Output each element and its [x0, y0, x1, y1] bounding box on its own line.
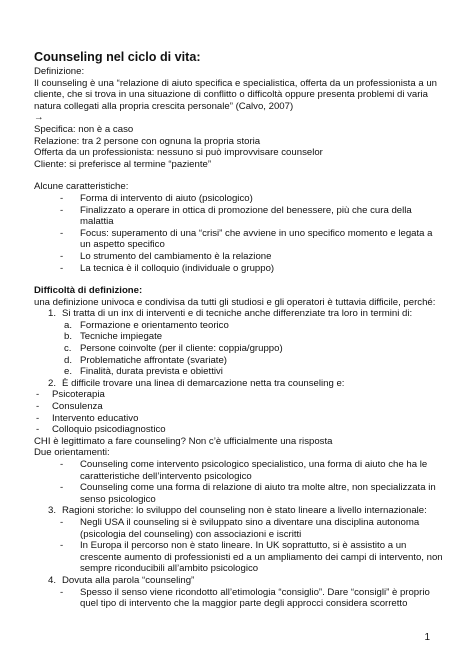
who-question: CHI è legittimato a fare counseling? Non c’è ufficialmente una risposta	[34, 435, 333, 447]
definition-text: Il counseling è una “relazione di aiuto specifica e specialistica, offerta da un professionista a un cliente, che si trova in una situazione di conflitto o difficoltà oppure presenta problemi di varia natura collegati alla propria crescita personale” (Calvo, 2007)	[34, 77, 438, 112]
list-item: - Forma di intervento di aiuto (psicologico)	[60, 192, 253, 204]
list-item: a. Formazione e orientamento teorico	[64, 319, 229, 331]
list-item: - Spesso il senso viene ricondotto all’etimologia “consiglio”. Dare “consigli” è proprio quel tipo di intervento che la maggior parte degli approcci considera scorretto	[60, 586, 430, 610]
list-item: 2. È difficile trovare una linea di demarcazione netta tra counseling e:	[48, 377, 345, 389]
definition-point: Offerta da un professionista: nessuno si può improvvisare counselor	[34, 147, 323, 159]
document-body	[34, 50, 444, 610]
list-item: - Lo strumento del cambiamento è la relazione	[60, 250, 272, 262]
list-item: c. Persone coinvolte (per il cliente: coppia/gruppo)	[64, 343, 283, 355]
list-item: - Consulenza	[36, 401, 103, 413]
list-item: - Negli USA il counseling si è sviluppato sino a diventare una disciplina autonoma (psicologia del counseling) con associazioni e iscritti	[60, 516, 420, 540]
list-item: 1. Si tratta di un inx di interventi e di tecniche anche differenziate tra loro in termini di:	[48, 308, 413, 320]
characteristics-label: Alcune caratteristiche:	[34, 181, 129, 193]
page-number: 1	[424, 632, 430, 643]
definition-label: Definizione:	[34, 66, 85, 77]
difficulty-heading: Difficoltà di definizione:	[34, 285, 143, 297]
list-item: e. Finalità, durata prevista e obiettivi	[64, 366, 223, 378]
definition-point: Relazione: tra 2 persone con ognuna la propria storia	[34, 135, 261, 147]
list-item: - Intervento educativo	[36, 412, 139, 424]
list-item: - La tecnica è il colloquio (individuale o gruppo)	[60, 262, 275, 274]
orientations-label: Due orientamenti:	[34, 447, 110, 459]
list-item: - Counseling come intervento psicologico specialistico, una forma di aiuto che ha le caratteristiche dell’intervento psicologico	[60, 459, 428, 482]
list-item: b. Tecniche impiegate	[64, 331, 163, 343]
arrow-icon: →	[34, 112, 44, 124]
list-item: 4. Dovuta alla parola “counseling”	[48, 574, 195, 586]
list-item: - Colloquio psicodiagnostico	[36, 424, 166, 436]
list-item: 3. Ragioni storiche: lo sviluppo del counseling non è stato lineare a livello internazionale:	[48, 505, 427, 517]
list-item: - In Europa il percorso non è stato lineare. In UK soprattutto, si è assistito a un crescente aumento di professionisti ed a un ampliamento dei campi di intervento, non sempre riconducibili all’ambito psicologico	[60, 540, 443, 575]
definition-point: Specifica: non è a caso	[34, 123, 134, 135]
list-item: - Psicoterapia	[36, 389, 105, 401]
definition-point: Cliente: si preferisce al termine “paziente”	[34, 158, 212, 170]
list-item: - Finalizzato a operare in ottica di promozione del benessere, più che cura della malattia	[60, 204, 412, 228]
list-item: - Focus: superamento di una “crisi” che avviene in uno specifico momento e legata a un aspetto specifico	[60, 227, 433, 251]
page-title: Counseling nel ciclo di vita:	[34, 50, 201, 64]
difficulty-text: una definizione univoca e condivisa da tutti gli studiosi e gli operatori è tuttavia difficile, perché:	[34, 296, 436, 308]
list-item: - Counseling come una forma di relazione di aiuto tra molte altre, non specializzata in senso psicologico	[60, 482, 436, 505]
list-item: d. Problematiche affrontate (svariate)	[64, 354, 227, 366]
